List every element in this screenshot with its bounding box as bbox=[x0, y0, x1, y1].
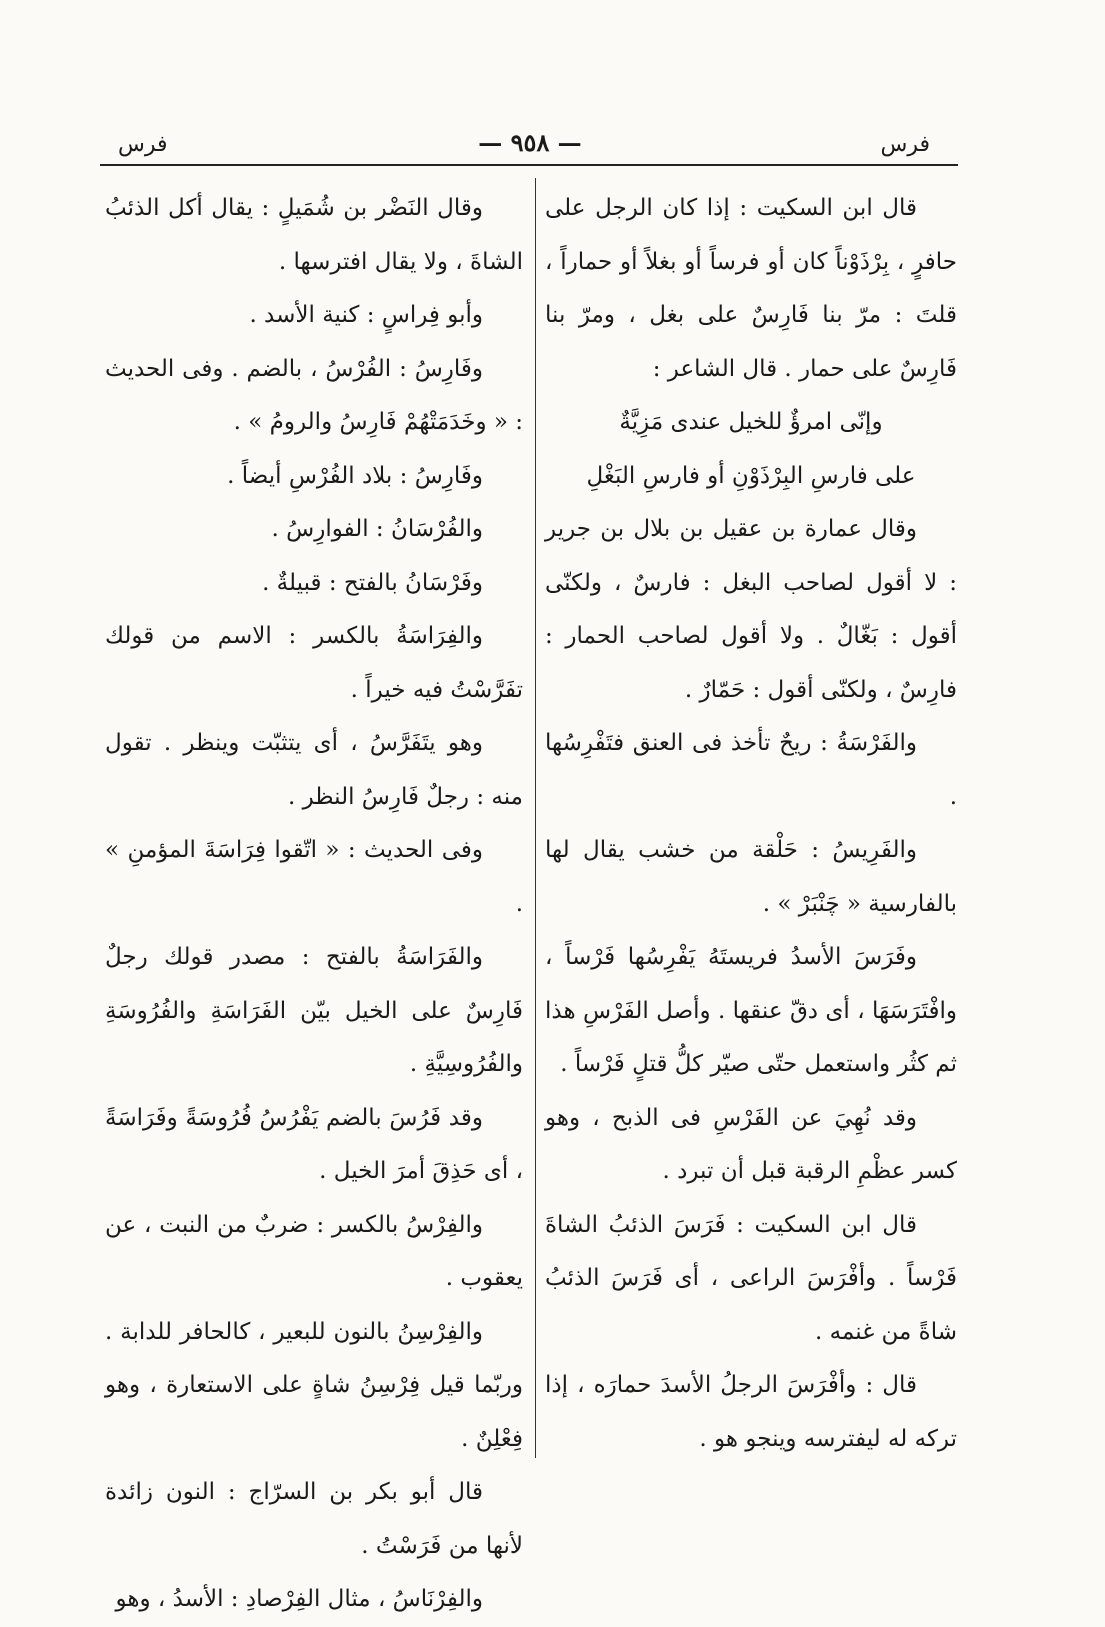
paragraph: والفُرْسَانُ : الفوارِسُ . bbox=[271, 516, 483, 542]
paragraph: وفى الحديث : « اتّقوا فِرَاسَةَ المؤمنِ » . bbox=[105, 837, 523, 917]
running-head-right: فرس bbox=[880, 132, 930, 157]
header-rule bbox=[100, 164, 958, 166]
verse-line: على فارسِ البِرْذَوْنِ أو فارسِ البَغْلِ bbox=[586, 462, 916, 489]
paragraph: والفِرَاسَةُ بالكسر : الاسم من قولك تفَرَّسْتُ فيه خيراً . bbox=[105, 623, 523, 703]
paragraph: قال : وأفْرَسَ الرجلُ الأسدَ حمارَه ، إذا تركه له ليفترسه وينجو هو . bbox=[545, 1372, 957, 1452]
paragraph: والفَرِيسُ : حَلْقة من خشب يقال لها بالفارسية « چَنْبَرْ » . bbox=[545, 837, 957, 917]
paragraph: وقد فَرُسَ بالضم يَفْرُسُ فُرُوسَةً وفَرَاسَةً ، أى حَذِقَ أمرَ الخيل . bbox=[105, 1104, 523, 1184]
left-column bbox=[105, 182, 523, 1627]
paragraph: قال ابن السكيت : إذا كان الرجل على حافرٍ ، بِرْذَوْناً كان أو فرساً أو بغلاً أو حماراً ، قلتَ : مرّ بنا فَارِسٌ على بغل ، ومرّ بنا فَارِسٌ على حمار . قال الشاعر : bbox=[545, 195, 957, 382]
column-divider bbox=[535, 178, 536, 1458]
paragraph: والفَرْسَةُ : ريحٌ تأخذ فى العنق فتَفْرِسُها . bbox=[545, 730, 957, 810]
right-column bbox=[545, 182, 957, 1466]
verse-line: وإنّى امرؤٌ للخيل عندى مَزِيَّةٌ bbox=[619, 409, 883, 435]
running-head-left: فرس bbox=[118, 132, 168, 157]
paragraph: وهو يتَفَرَّسُ ، أى يتثبّت وينظر . تقول منه : رجلٌ فَارِسُ النظر . bbox=[105, 730, 523, 810]
paragraph: قال أبو بكر بن السرّاج : النون زائدة لأنها من فَرَسْتُ . bbox=[105, 1479, 523, 1559]
paragraph: والفَرَاسَةُ بالفتح : مصدر قولك رجلٌ فَارِسٌ على الخيل بيّن الفَرَاسَةِ والفُرُوسَةِ والفُرُوسِيَّةِ . bbox=[105, 944, 523, 1077]
paragraph: وفَارِسُ : بلاد الفُرْسِ أيضاً . bbox=[227, 462, 483, 489]
paragraph: قال ابن السكيت : فَرَسَ الذئبُ الشاةَ فَرْساً . وأفْرَسَ الراعى ، أى فَرَسَ الذئبُ شاةً من غنمه . bbox=[545, 1211, 957, 1345]
paragraph: وفَرْسَانُ بالفتح : قبيلةٌ . bbox=[262, 569, 483, 596]
paragraph: وقال عمارة بن عقيل بن بلال بن جرير : لا أقول لصاحب البغل : فارسٌ ، ولكنّى أقول : بَغّالٌ . ولا أقول لصاحب الحمار : فارِسٌ ، ولكنّى أقول : حَمّارٌ . bbox=[545, 516, 957, 703]
paragraph: والفِرْسِنُ بالنون للبعير ، كالحافر للدابة . وربّما قيل فِرْسِنُ شاةٍ على الاستعارة ، وهو فِعْلِنٌ . bbox=[105, 1318, 523, 1452]
paragraph: وفَرَسَ الأسدُ فريستَهُ يَفْرِسُها فَرْساً ، وافْتَرَسَهَا ، أى دقّ عنقها . وأصل الفَرْسِ هذا ثم كثُر واستعمل حتّى صيّر كلُّ قتلٍ فَرْساً . bbox=[545, 944, 957, 1077]
paragraph: وقد نُهِيَ عن الفَرْسِ فى الذبح ، وهو كسر عظْمِ الرقبة قبل أن تبرد . bbox=[545, 1104, 957, 1184]
paragraph: وقال النَضْر بن شُمَيلٍ : يقال أكل الذئبُ الشاةَ ، ولا يقال افترسها . bbox=[105, 195, 523, 275]
paragraph: والفِرْسُ بالكسر : ضربٌ من النبت ، عن يعقوب . bbox=[105, 1211, 523, 1291]
paragraph: وفَارِسُ : الفُرْسُ ، بالضم . وفى الحديث : « وخَدَمَتْهُمْ فَارِسُ والرومُ » . bbox=[105, 355, 523, 435]
page-number: — ٩٥٨ — bbox=[478, 128, 582, 157]
paragraph: والفِرْنَاسُ ، مثال الفِرْصادِ : الأسدُ ، وهو bbox=[115, 1586, 483, 1612]
page-header bbox=[100, 124, 960, 168]
paragraph: وأبو فِراسٍ : كنية الأسد . bbox=[249, 302, 483, 328]
